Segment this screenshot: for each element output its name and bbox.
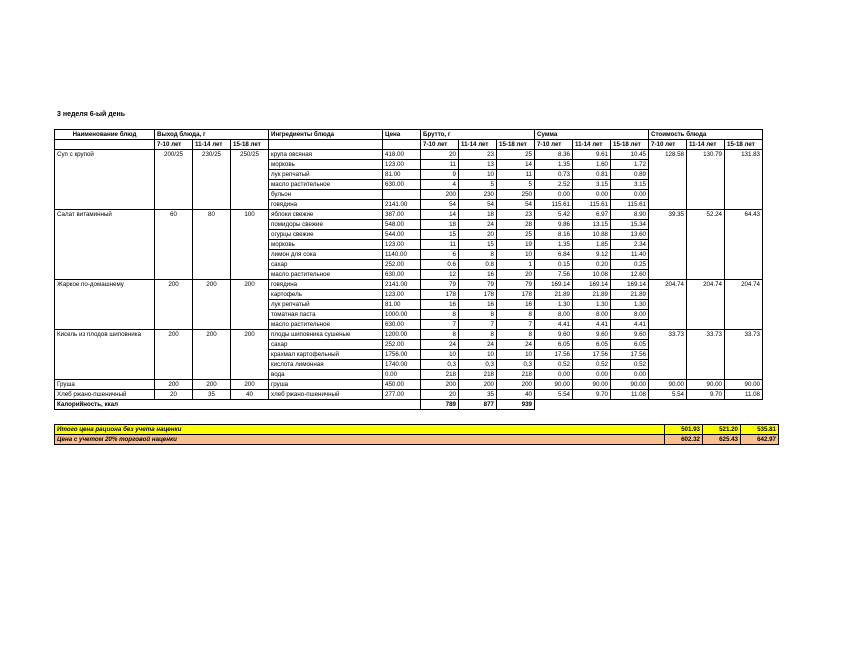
ingredient-name: груша xyxy=(269,380,383,390)
ingredient-price: 630.00 xyxy=(383,270,421,280)
ingredient-sum: 0.73 xyxy=(535,170,573,180)
ingredient-brutto: 200 xyxy=(421,190,459,200)
ingredient-sum: 0.89 xyxy=(611,170,649,180)
ingredient-row xyxy=(55,380,763,390)
ingredient-sum: 4.41 xyxy=(611,320,649,330)
ingredient-brutto: 24 xyxy=(459,220,497,230)
ingredient-sum: 9.61 xyxy=(573,150,611,160)
ingredient-brutto: 18 xyxy=(421,220,459,230)
ingredient-sum: 0.52 xyxy=(535,360,573,370)
ingredient-brutto: 10 xyxy=(421,350,459,360)
ingredient-name: морковь xyxy=(269,240,383,250)
ingredient-sum: 5.42 xyxy=(535,210,573,220)
ingredient-sum: 12.60 xyxy=(611,270,649,280)
dish-output: 200 xyxy=(231,380,269,390)
ingredient-sum: 9.86 xyxy=(535,220,573,230)
ingredient-price: 2141.00 xyxy=(383,280,421,290)
ingredient-sum: 115.61 xyxy=(535,200,573,210)
ingredient-price: 123.00 xyxy=(383,290,421,300)
dish-output: 200 xyxy=(193,330,231,380)
ingredient-sum: 6.05 xyxy=(611,340,649,350)
ingredient-sum: 9.60 xyxy=(611,330,649,340)
ingredient-sum: 10.45 xyxy=(611,150,649,160)
age-15-18: 15-18 лет xyxy=(497,140,535,150)
ingredient-sum: 0.00 xyxy=(573,370,611,380)
ingredient-sum: 1.60 xyxy=(573,160,611,170)
total-markup-row xyxy=(55,435,779,445)
ingredient-brutto: 79 xyxy=(459,280,497,290)
ingredient-name: масло растительное xyxy=(269,320,383,330)
ingredient-sum: 21.89 xyxy=(611,290,649,300)
ingredient-sum: 21.89 xyxy=(573,290,611,300)
ingredient-brutto: 16 xyxy=(459,300,497,310)
ingredient-sum: 115.61 xyxy=(611,200,649,210)
dish-cost: 33.73 xyxy=(649,330,687,380)
ingredient-brutto: 218 xyxy=(497,370,535,380)
ingredient-brutto: 35 xyxy=(459,390,497,400)
ingredient-brutto: 5 xyxy=(497,180,535,190)
total-no-markup-label: Итого цена рациона без учета наценки xyxy=(55,425,665,435)
dish-output: 200 xyxy=(155,380,193,390)
age-15-18: 15-18 лет xyxy=(725,140,763,150)
ingredient-sum: 1.72 xyxy=(611,160,649,170)
ingredient-brutto: 15 xyxy=(421,230,459,240)
ingredient-sum: 1.30 xyxy=(611,300,649,310)
ingredient-name: картофель xyxy=(269,290,383,300)
ingredient-brutto: 54 xyxy=(459,200,497,210)
dish-cost: 11.08 xyxy=(725,390,763,400)
ingredient-row xyxy=(55,280,763,290)
ingredient-brutto: 10 xyxy=(459,350,497,360)
ingredient-name: масло растительное xyxy=(269,270,383,280)
dish-name: Жаркое по-домашнему xyxy=(55,280,155,330)
empty-cell xyxy=(535,400,763,410)
ingredient-brutto: 8 xyxy=(421,310,459,320)
ingredient-sum: 0.25 xyxy=(611,260,649,270)
ingredient-name: плоды шиповника сушеные xyxy=(269,330,383,340)
calories-value: 789 xyxy=(421,400,459,410)
dish-output: 200 xyxy=(193,280,231,330)
header-dish: Наименование блюд xyxy=(55,130,155,140)
ingredient-brutto: 200 xyxy=(421,380,459,390)
ingredient-price: 418.00 xyxy=(383,150,421,160)
ingredient-name: яблоки свежие xyxy=(269,210,383,220)
dish-cost: 90.00 xyxy=(687,380,725,390)
ingredient-brutto: 24 xyxy=(459,340,497,350)
dish-output: 35 xyxy=(193,390,231,400)
total-no-markup-7-10: 501.93 xyxy=(665,425,703,435)
ingredient-price: 1756.00 xyxy=(383,350,421,360)
ingredient-price: 2141.00 xyxy=(383,200,421,210)
dish-output: 250/25 xyxy=(231,150,269,210)
ingredient-sum: 169.14 xyxy=(535,280,573,290)
ingredient-brutto: 8 xyxy=(459,310,497,320)
total-markup-label: Цена с учетом 20% торговой наценки xyxy=(55,435,665,445)
header-price: Цена xyxy=(383,130,421,140)
ingredient-brutto: 54 xyxy=(421,200,459,210)
dish-cost: 204.74 xyxy=(687,280,725,330)
ingredient-name: лимон для сока xyxy=(269,250,383,260)
ingredient-price: 81.00 xyxy=(383,300,421,310)
ingredient-name: томатная паста xyxy=(269,310,383,320)
page-title: 3 неделя 6-ый день xyxy=(57,111,126,118)
dish-output: 60 xyxy=(155,210,193,280)
ingredient-name: масло растительное xyxy=(269,180,383,190)
ingredient-brutto: 10 xyxy=(459,170,497,180)
ingredient-name: бульон xyxy=(269,190,383,200)
ingredient-sum: 90.00 xyxy=(611,380,649,390)
ingredient-brutto: 200 xyxy=(497,380,535,390)
ingredient-sum: 13.15 xyxy=(573,220,611,230)
ingredient-brutto: 7 xyxy=(459,320,497,330)
total-no-markup-15-18: 535.81 xyxy=(741,425,779,435)
ingredient-sum: 1.30 xyxy=(573,300,611,310)
ingredient-brutto: 24 xyxy=(421,340,459,350)
ingredient-sum: 4.41 xyxy=(573,320,611,330)
ingredient-sum: 169.14 xyxy=(611,280,649,290)
header-ingredients: Ингредиенты блюда xyxy=(269,130,383,140)
calories-row xyxy=(55,400,763,410)
dish-cost: 130.79 xyxy=(687,150,725,210)
ingredient-sum: 0.00 xyxy=(535,190,573,200)
menu-table xyxy=(54,129,763,410)
dish-output: 200 xyxy=(193,380,231,390)
empty-cell xyxy=(383,140,421,150)
ingredient-price: 630.00 xyxy=(383,320,421,330)
ingredient-brutto: 0,3 xyxy=(459,360,497,370)
header-sum: Сумма xyxy=(535,130,649,140)
ingredient-price: 123.00 xyxy=(383,160,421,170)
ingredient-sum: 8.00 xyxy=(611,310,649,320)
ingredient-sum: 1.35 xyxy=(535,160,573,170)
ingredient-price: 1000.00 xyxy=(383,310,421,320)
ingredient-sum: 2.52 xyxy=(535,180,573,190)
ingredient-sum: 8.16 xyxy=(535,230,573,240)
ingredient-row xyxy=(55,150,763,160)
ingredient-sum: 0.52 xyxy=(573,360,611,370)
ingredient-price: 387.00 xyxy=(383,210,421,220)
ingredient-brutto: 16 xyxy=(421,300,459,310)
ingredient-sum: 11.40 xyxy=(611,250,649,260)
ingredient-sum: 90.00 xyxy=(573,380,611,390)
ingredient-brutto: 28 xyxy=(497,220,535,230)
dish-cost: 33.73 xyxy=(725,330,763,380)
total-no-markup-11-14: 521.20 xyxy=(703,425,741,435)
age-header-row xyxy=(55,140,763,150)
ingredient-sum: 1.85 xyxy=(573,240,611,250)
ingredient-brutto: 9 xyxy=(421,170,459,180)
ingredient-sum: 8.00 xyxy=(573,310,611,320)
ingredient-brutto: 10 xyxy=(497,250,535,260)
dish-cost: 52.24 xyxy=(687,210,725,280)
ingredient-price: 1740.00 xyxy=(383,360,421,370)
ingredient-sum: 13.60 xyxy=(611,230,649,240)
ingredient-brutto: 13 xyxy=(459,160,497,170)
ingredient-name: говядина xyxy=(269,200,383,210)
ingredient-brutto: 200 xyxy=(459,380,497,390)
ingredient-sum: 169.14 xyxy=(573,280,611,290)
ingredient-sum: 17.56 xyxy=(573,350,611,360)
ingredient-sum: 3.15 xyxy=(573,180,611,190)
ingredient-sum: 8.36 xyxy=(535,150,573,160)
age-11-14: 11-14 лет xyxy=(687,140,725,150)
age-15-18: 15-18 лет xyxy=(611,140,649,150)
ingredient-sum: 6.05 xyxy=(535,340,573,350)
ingredient-brutto: 7 xyxy=(421,320,459,330)
ingredient-brutto: 8 xyxy=(497,330,535,340)
ingredient-brutto: 8 xyxy=(459,330,497,340)
age-7-10: 7-10 лет xyxy=(649,140,687,150)
ingredient-sum: 2.34 xyxy=(611,240,649,250)
ingredient-name: кислота лимонная xyxy=(269,360,383,370)
ingredient-sum: 6.05 xyxy=(573,340,611,350)
total-markup-7-10: 602.32 xyxy=(665,435,703,445)
ingredient-brutto: 0,3 xyxy=(421,360,459,370)
dish-name: Груша xyxy=(55,380,155,390)
ingredient-name: сахар xyxy=(269,260,383,270)
dish-output: 200 xyxy=(155,330,193,380)
dish-cost: 9.70 xyxy=(687,390,725,400)
dish-cost: 204.74 xyxy=(725,280,763,330)
ingredient-brutto: 0.6 xyxy=(421,260,459,270)
ingredient-sum: 1.35 xyxy=(535,240,573,250)
ingredient-brutto: 15 xyxy=(459,240,497,250)
ingredient-name: помидоры свежие xyxy=(269,220,383,230)
ingredient-price: 1140.00 xyxy=(383,250,421,260)
ingredient-brutto: 250 xyxy=(497,190,535,200)
ingredient-price: 81.00 xyxy=(383,170,421,180)
ingredient-brutto: 23 xyxy=(459,150,497,160)
dish-cost: 128.58 xyxy=(649,150,687,210)
ingredient-brutto: 178 xyxy=(459,290,497,300)
dish-cost: 90.00 xyxy=(725,380,763,390)
header-brutto: Брутто, г xyxy=(421,130,535,140)
ingredient-price: 450.00 xyxy=(383,380,421,390)
ingredient-sum: 0.15 xyxy=(535,260,573,270)
dish-output: 20 xyxy=(155,390,193,400)
ingredient-sum: 9.12 xyxy=(573,250,611,260)
totals-table xyxy=(54,424,779,445)
ingredient-sum: 5.54 xyxy=(535,390,573,400)
ingredient-row xyxy=(55,210,763,220)
ingredient-brutto: 8 xyxy=(497,310,535,320)
dish-output: 230/25 xyxy=(193,150,231,210)
empty-cell xyxy=(269,140,383,150)
dish-output: 100 xyxy=(231,210,269,280)
ingredient-sum: 21.89 xyxy=(535,290,573,300)
calories-value: 877 xyxy=(459,400,497,410)
dish-name: Хлеб ржано-пшеничный xyxy=(55,390,155,400)
ingredient-brutto: 19 xyxy=(497,240,535,250)
ingredient-price: 252.00 xyxy=(383,260,421,270)
ingredient-brutto: 178 xyxy=(421,290,459,300)
ingredient-price: 0.00 xyxy=(383,370,421,380)
age-11-14: 11-14 лет xyxy=(459,140,497,150)
ingredient-brutto: 18 xyxy=(459,210,497,220)
ingredient-name: вода xyxy=(269,370,383,380)
ingredient-price: 544.00 xyxy=(383,230,421,240)
dish-output: 200 xyxy=(155,280,193,330)
ingredient-brutto: 0,3 xyxy=(497,360,535,370)
ingredient-sum: 7.56 xyxy=(535,270,573,280)
ingredient-name: огурцы свежие xyxy=(269,230,383,240)
ingredient-sum: 0.52 xyxy=(611,360,649,370)
ingredient-sum: 6.97 xyxy=(573,210,611,220)
dish-output: 200 xyxy=(231,330,269,380)
ingredient-sum: 10.08 xyxy=(573,270,611,280)
dish-output: 200/25 xyxy=(155,150,193,210)
age-7-10: 7-10 лет xyxy=(421,140,459,150)
ingredient-brutto: 11 xyxy=(421,240,459,250)
ingredient-name: лук репчатый xyxy=(269,170,383,180)
ingredient-brutto: 79 xyxy=(421,280,459,290)
ingredient-name: крупа овсяная xyxy=(269,150,383,160)
ingredient-brutto: 24 xyxy=(497,340,535,350)
header-output: Выход блюда, г xyxy=(155,130,269,140)
ingredient-brutto: 7 xyxy=(497,320,535,330)
ingredient-brutto: 1 xyxy=(497,260,535,270)
ingredient-brutto: 218 xyxy=(459,370,497,380)
ingredient-sum: 0.00 xyxy=(611,370,649,380)
ingredient-price: 123.00 xyxy=(383,240,421,250)
ingredient-brutto: 218 xyxy=(421,370,459,380)
ingredient-brutto: 23 xyxy=(497,210,535,220)
ingredient-sum: 0.00 xyxy=(573,190,611,200)
dish-cost: 64.43 xyxy=(725,210,763,280)
age-7-10: 7-10 лет xyxy=(535,140,573,150)
total-no-markup-row xyxy=(55,425,779,435)
ingredient-brutto: 20 xyxy=(421,150,459,160)
ingredient-sum: 90.00 xyxy=(535,380,573,390)
ingredient-sum: 115.61 xyxy=(573,200,611,210)
dish-cost: 204.74 xyxy=(649,280,687,330)
ingredient-brutto: 4 xyxy=(421,180,459,190)
header-cost: Стоимость блюда xyxy=(649,130,763,140)
ingredient-name: говядина xyxy=(269,280,383,290)
ingredient-sum: 0.00 xyxy=(535,370,573,380)
ingredient-brutto: 79 xyxy=(497,280,535,290)
ingredient-sum: 3.15 xyxy=(611,180,649,190)
ingredient-sum: 6.84 xyxy=(535,250,573,260)
ingredient-sum: 10.88 xyxy=(573,230,611,240)
calories-label: Калорийность, ккал xyxy=(55,400,421,410)
dish-cost: 33.73 xyxy=(687,330,725,380)
dish-name: Салат витаминный xyxy=(55,210,155,280)
ingredient-price: 548.00 xyxy=(383,220,421,230)
ingredient-brutto: 20 xyxy=(421,390,459,400)
ingredient-sum: 1.30 xyxy=(535,300,573,310)
ingredient-brutto: 25 xyxy=(497,230,535,240)
ingredient-brutto: 20 xyxy=(459,230,497,240)
ingredient-brutto: 230 xyxy=(459,190,497,200)
ingredient-brutto: 25 xyxy=(497,150,535,160)
ingredient-name: морковь xyxy=(269,160,383,170)
age-7-10: 7-10 лет xyxy=(155,140,193,150)
ingredient-row xyxy=(55,390,763,400)
ingredient-sum: 0.00 xyxy=(611,190,649,200)
ingredient-brutto: 54 xyxy=(497,200,535,210)
ingredient-brutto: 40 xyxy=(497,390,535,400)
ingredient-price: 277.00 xyxy=(383,390,421,400)
ingredient-brutto: 11 xyxy=(497,170,535,180)
ingredient-sum: 17.56 xyxy=(611,350,649,360)
dish-output: 80 xyxy=(193,210,231,280)
ingredient-brutto: 14 xyxy=(421,210,459,220)
ingredient-price: 1200.00 xyxy=(383,330,421,340)
header-row xyxy=(55,130,763,140)
ingredient-brutto: 178 xyxy=(497,290,535,300)
calories-value: 939 xyxy=(497,400,535,410)
dish-output: 40 xyxy=(231,390,269,400)
dish-name: Кисель из плодов шиповника xyxy=(55,330,155,380)
ingredient-sum: 11.08 xyxy=(611,390,649,400)
total-markup-11-14: 625.43 xyxy=(703,435,741,445)
ingredient-name: сахар xyxy=(269,340,383,350)
ingredient-brutto: 6 xyxy=(421,250,459,260)
ingredient-sum: 4.41 xyxy=(535,320,573,330)
dish-cost: 131.83 xyxy=(725,150,763,210)
age-11-14: 11-14 лет xyxy=(193,140,231,150)
ingredient-sum: 0.81 xyxy=(573,170,611,180)
dish-cost: 90.00 xyxy=(649,380,687,390)
ingredient-sum: 17.56 xyxy=(535,350,573,360)
ingredient-name: хлеб ржано-пшеничный xyxy=(269,390,383,400)
ingredient-sum: 8.00 xyxy=(535,310,573,320)
ingredient-sum: 8.90 xyxy=(611,210,649,220)
ingredient-price xyxy=(383,190,421,200)
ingredient-row xyxy=(55,330,763,340)
ingredient-price: 630.00 xyxy=(383,180,421,190)
dish-name: Суп с крупой xyxy=(55,150,155,210)
ingredient-sum: 0.20 xyxy=(573,260,611,270)
ingredient-sum: 9.60 xyxy=(535,330,573,340)
age-11-14: 11-14 лет xyxy=(573,140,611,150)
ingredient-brutto: 11 xyxy=(421,160,459,170)
dish-cost: 5.54 xyxy=(649,390,687,400)
dish-cost: 39.35 xyxy=(649,210,687,280)
total-markup-15-18: 642.97 xyxy=(741,435,779,445)
ingredient-brutto: 8 xyxy=(421,330,459,340)
ingredient-brutto: 8 xyxy=(459,250,497,260)
ingredient-brutto: 5 xyxy=(459,180,497,190)
ingredient-brutto: 10 xyxy=(497,350,535,360)
ingredient-brutto: 20 xyxy=(497,270,535,280)
ingredient-sum: 15.34 xyxy=(611,220,649,230)
age-15-18: 15-18 лет xyxy=(231,140,269,150)
ingredient-name: лук репчатый xyxy=(269,300,383,310)
ingredient-brutto: 16 xyxy=(459,270,497,280)
ingredient-price: 252.00 xyxy=(383,340,421,350)
ingredient-sum: 9.70 xyxy=(573,390,611,400)
ingredient-name: крахмал картофельный xyxy=(269,350,383,360)
ingredient-sum: 9.60 xyxy=(573,330,611,340)
ingredient-brutto: 16 xyxy=(497,300,535,310)
ingredient-brutto: 12 xyxy=(421,270,459,280)
ingredient-brutto: 0.8 xyxy=(459,260,497,270)
empty-cell xyxy=(55,140,155,150)
ingredient-brutto: 14 xyxy=(497,160,535,170)
dish-output: 200 xyxy=(231,280,269,330)
